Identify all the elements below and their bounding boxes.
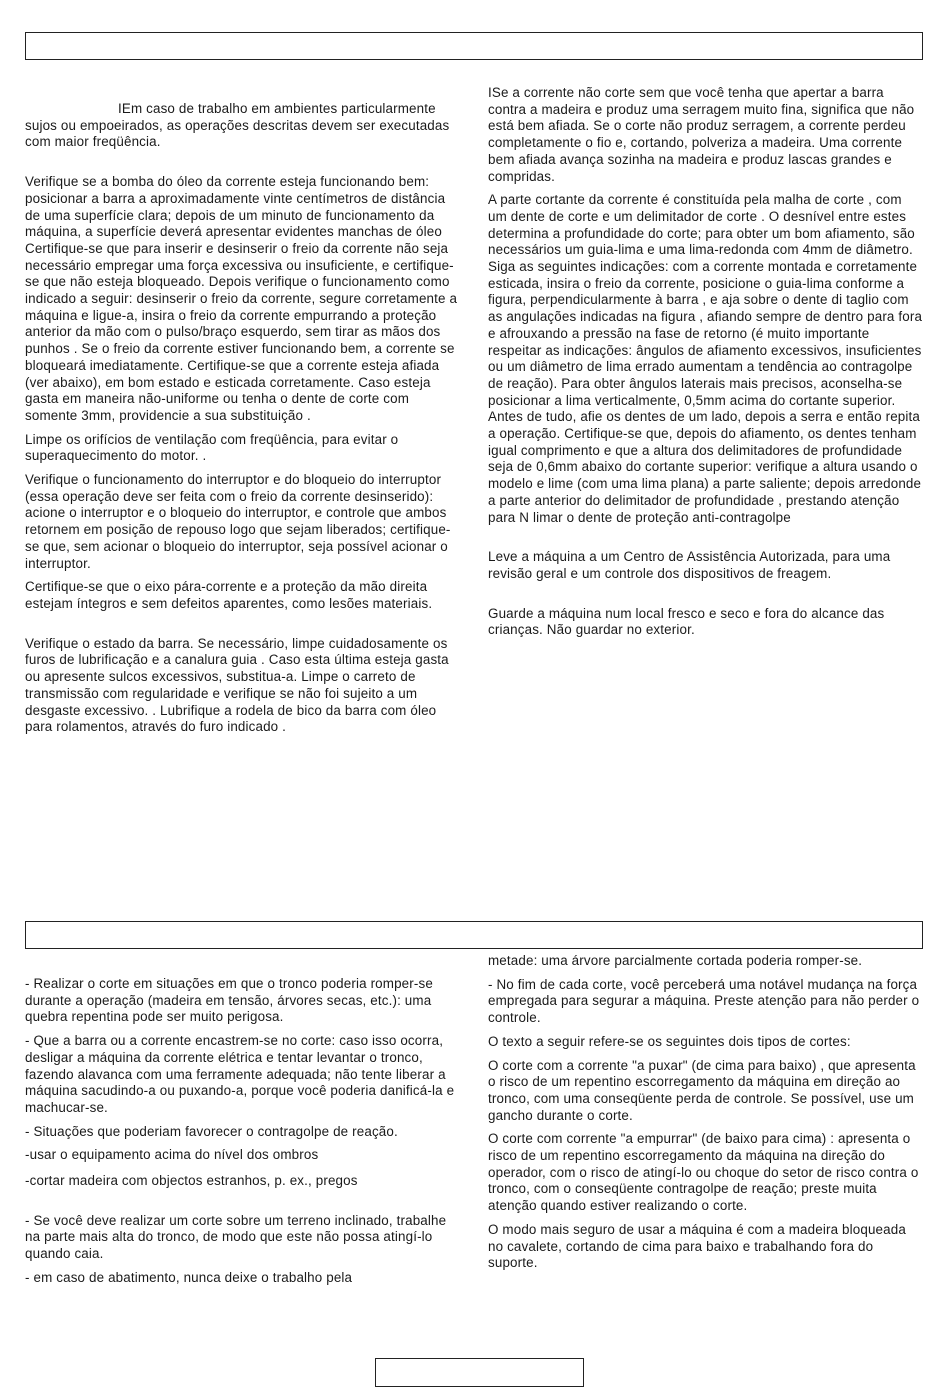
paragraph-pull-cut: O corte com a corrente "a puxar" (de cima para baixo) , que apresenta o risco de um repentino escorregamento da máquina em direção ao tronco, com uma conseqüente perda de controle. Se possível, use um gancho durante o corte. bbox=[488, 1057, 916, 1123]
paragraph-foreign-objects: -cortar madeira com objectos estranhos, p. ex., pregos bbox=[25, 1173, 358, 1189]
paragraph-end-of-cut: - No fim de cada corte, você perceberá uma notável mudança na força empregada para segurar a máquina. Preste atenção para não perder o controle. bbox=[488, 976, 920, 1026]
paragraph-switch-check: Verifique o funcionamento do interruptor e do bloqueio do interruptor (essa operação deve ser feita com o freio da corrente desinserido): acione o interruptor e o bloqueio do interruptor, e controle que ambos retornem em posição de repouso logo que sejam liberados; certifique-se que, sem acionar o bloqueio do interruptor, seja possível acionar o interruptor. bbox=[25, 472, 451, 571]
paragraph-push-cut: O corte com corrente "a empurrar" (de baixo para cima) : apresenta o risco de um repentino escorregamento da máquina na direção do operador, com o risco de atingí-lo ou choque do setor de risco contra o tronco, com o conseqüente contragolpe de reação; preste muita atenção quando estiver realizando o corte. bbox=[488, 1131, 919, 1214]
top-section-header-box bbox=[25, 32, 923, 60]
paragraph-sharpening: A parte cortante da corrente é constituída pela malha de corte , com um dente de corte e um delimitador de corte . O desnível entre estes determina a profundidade do corte; para obter um bom afiamento, são necessários um guia-lima e uma lima-redonda com 4mm de diâmetro. Siga as seguintes indicações: com a corrente montada e corretamente esticada, insira o freio da corrente, posicione o guia-lima conforme a figura, perpendicularmente à barra , e aja sobre o dente di taglio com as angulações indicadas na figura , afiando sempre de dentro para fora e afrouxando a pressão na fase de retorno (é muito importante respeitar as indicações: ângulos de afiamento excessivos, insuficientes ou um diâmetro de lima errado aumentam a tendência ao contragolpe de reação). Para obter ângulos laterais mais precisos, aconselha-se posicionar a lima verticalmente, 0,5mm acima do cortante superior. Antes de tudo, afie os dentes de um lado, depois a serra e então repita a operação. Certifique-se que, depois do afiamento, os dentes tenham igual comprimento e que a altura dos delimitadores de profundidade seja de 0,6mm abaixo do cortante superior: verifique a altura usando o modelo e lime (com uma lima plana) a parte saliente; depois arredonde a parte anterior do delimitador de profundidade , prestando atenção para N limar o dente de proteção anti-contragolpe bbox=[488, 192, 923, 525]
paragraph-half-cut-tree: metade: uma árvore parcialmente cortada poderia romper-se. bbox=[488, 953, 863, 968]
maintenance-column-right bbox=[488, 85, 923, 646]
paragraph-service-center: Leve a máquina a um Centro de Assistência Autorizada, para uma revisão geral e um controle dos dispositivos de freagem. bbox=[488, 549, 891, 581]
paragraph-above-shoulders: -usar o equipamento acima do nível dos ombros bbox=[25, 1147, 319, 1163]
paragraph-trunk-break: - Realizar o corte em situações em que o tronco poderia romper-se durante a operação (madeira em tensão, árvores secas, etc.): uma quebra repentina pode ser muito perigosa. bbox=[25, 976, 433, 1025]
paragraph-dusty-environments: IEm caso de trabalho em ambientes particularmente sujos ou empoeirados, as operações descritas devem ser executadas com maior freqüência. bbox=[25, 101, 450, 150]
cutting-column-right bbox=[488, 953, 923, 1279]
paragraph-chain-stuck: - Que a barra ou a corrente encastrem-se no corte: caso isso ocorra, desligar a máquina da corrente elétrica e tentar levantar o tronco, fazendo alavanca com uma ferramente adequada; não tente liberar a máquina sacudindo-a ou puxando-a, porque você poderia danificá-la e machucar-se. bbox=[25, 1033, 455, 1115]
paragraph-ventilation: Limpe os orifícios de ventilação com freqüência, para evitar o superaquecimento do motor. . bbox=[25, 431, 399, 464]
paragraph-sharpness: ISe a corrente não corte sem que você tenha que apertar a barra contra a madeira e produz uma serragem muito fina, significa que não está bem afiada. Se o corte não produz serragem, a corrente perdeu completamente o fio e, cortando, polveriza a madeira. Uma corrente bem afiada avança sozinha na madeira e produz lascas grandes e compridas. bbox=[488, 85, 915, 184]
paragraph-storage: Guarde a máquina num local fresco e seco e fora do alcance das crianças. Não guardar no exterior. bbox=[488, 605, 885, 638]
paragraph-safest-mode: O modo mais seguro de usar a máquina é com a madeira bloqueada no cavalete, cortando de cima para baixo e trabalhando fora do suporte. bbox=[488, 1221, 906, 1271]
paragraph-kickback-situations: - Situações que poderiam favorecer o contragolpe de reação. bbox=[25, 1123, 398, 1139]
cutting-column-left bbox=[25, 976, 463, 1294]
paragraph-oil-pump-and-brake: Verifique se a bomba do óleo da corrente esteja funcionando bem: posicionar a barra a aproximadamente vinte centímetros de distância de uma superfície clara; depois de um minuto de funcionamento da máquina, a superfície deverá apresentar evidentes manchas de óleo Certifique-se que para inserir e desinserir o freio da corrente não seja necessário empregar uma força excessiva ou insuficiente, e certifique-se que não esteja bloqueado. Depois verifique o funcionamento como indicado a seguir: desinserir o freio da corrente, segure corretamente a máquina e ligue-a, insira o freio da corrente empurrando a proteção anterior da mão com o pulso/braço esquerdo, sem tirar as mãos dos punhos . Se o freio da corrente estiver funcionando bem, a corrente se bloqueará imediatamente. Certifique-se que a corrente esteja afiada (ver abaixo), em bom estado e esticada corretamente. Caso esteja gasta em maneira não-uniforme ou tenha o dente de corte com somente 3mm, providencie a sua substituição . bbox=[25, 174, 458, 423]
paragraph-felling: - em caso de abatimento, nunca deixe o trabalho pela bbox=[25, 1269, 353, 1285]
paragraph-inclined-terrain: - Se você deve realizar um corte sobre um terreno inclinado, trabalhe na parte mais alta do tronco, de modo que este não possa atingí-lo quando caia. bbox=[25, 1212, 447, 1262]
maintenance-column-left bbox=[25, 101, 463, 743]
paragraph-chain-catcher: Certifique-se que o eixo pára-corrente e a proteção da mão direita estejam íntegros e sem defeitos aparentes, como lesões materiais. bbox=[25, 579, 433, 611]
paragraph-cut-types-intro: O texto a seguir refere-se os seguintes dois tipos de cortes: bbox=[488, 1033, 851, 1049]
bottom-section-header-box bbox=[25, 921, 923, 949]
page-number-box bbox=[375, 1358, 584, 1387]
paragraph-bar-check: Verifique o estado da barra. Se necessário, limpe cuidadosamente os furos de lubrificação e a canalura guia . Caso esta última esteja gasta ou apresente sulcos excessivos, substitua-a. Limpe o carreto de transmissão com regularidade e verifique se não foi sujeito a um desgaste excessivo. . Lubrifique a rodela de bico da barra com óleo para rolamentos, através do furo indicado . bbox=[25, 635, 449, 735]
